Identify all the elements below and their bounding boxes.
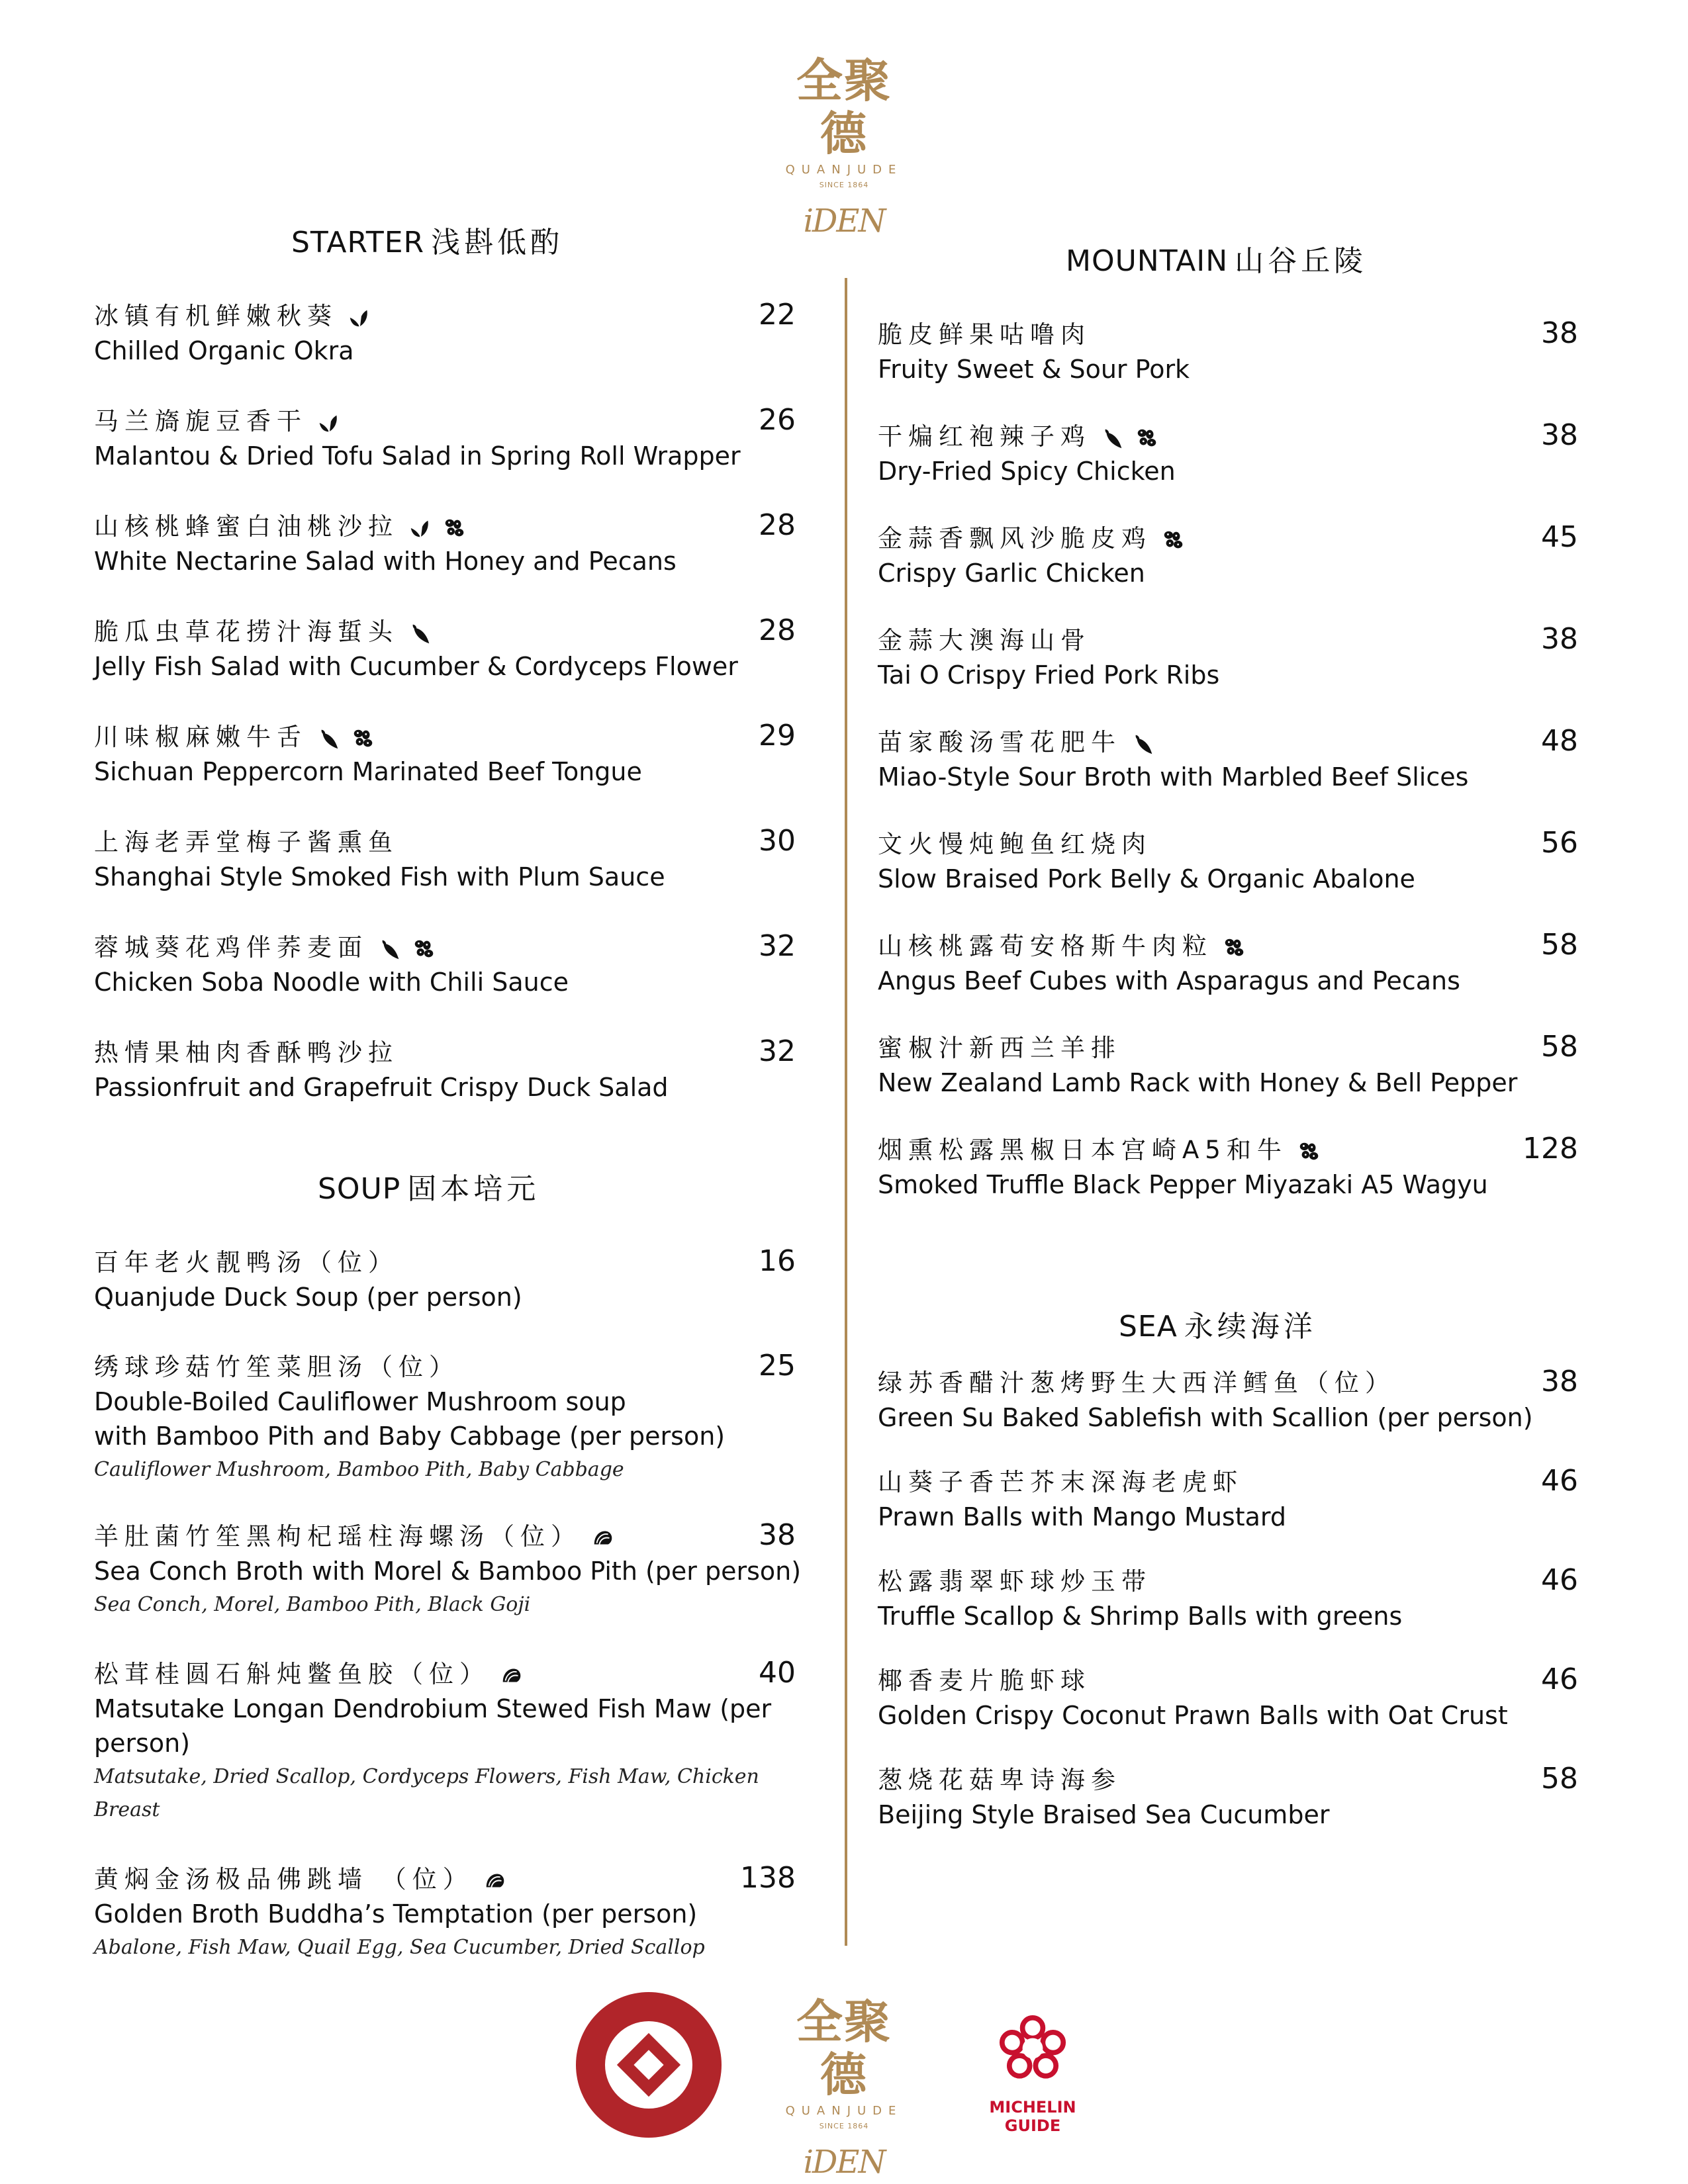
- menu-item: [878, 1133, 1488, 1202]
- chili-icon: [377, 936, 402, 962]
- dish-name-en: Angus Beef Cubes with Asparagus and Pecans: [878, 966, 1460, 995]
- dish-name-en: Crispy Garlic Chicken: [878, 559, 1145, 588]
- dish-ingredients: Cauliflower Mushroom, Bamboo Pith, Baby Cabbage: [94, 1458, 624, 1481]
- dish-price: 46: [1541, 1464, 1578, 1498]
- vegetarian-icon: [347, 305, 372, 330]
- menu-item: [878, 623, 1219, 692]
- dish-name-cn: 山核桃蜂蜜白油桃沙拉: [94, 510, 677, 544]
- brand-since: SINCE 1864: [819, 2122, 869, 2130]
- dish-price: 29: [759, 719, 796, 752]
- chili-icon: [316, 726, 342, 751]
- dish-price: 46: [1541, 1662, 1578, 1696]
- dish-name-cn: 绣球珍菇竹笙菜胆汤（位）: [94, 1353, 459, 1381]
- menu-item: [878, 1664, 1508, 1733]
- dish-name-en: person): [94, 1729, 191, 1758]
- dish-name-en: Slow Braised Pork Belly & Organic Abalone: [878, 864, 1415, 893]
- dish-name-en: Fruity Sweet & Sour Pork: [878, 355, 1190, 384]
- dish-name-cn: 金蒜大澳海山骨: [878, 626, 1091, 655]
- menu-item: [878, 522, 1186, 590]
- dish-name-cn: 干煸红袍辣子鸡: [878, 420, 1176, 454]
- brand-name-en: QUANJUDE: [785, 163, 903, 177]
- dish-name-cn: 椰香麦片脆虾球: [878, 1666, 1091, 1695]
- dish-name-cn: 蜜椒汁新西兰羊排: [878, 1034, 1121, 1062]
- dish-name-cn: 烟熏松露黑椒日本宫崎A5和牛: [878, 1133, 1488, 1167]
- dish-name-cn: 百年老火靓鸭汤（位）: [94, 1248, 399, 1277]
- brand-sub: iDEN: [803, 203, 885, 240]
- shellfish-icon: [483, 1868, 508, 1893]
- michelin-logo: [960, 2012, 1105, 2135]
- menu-item: [94, 1036, 669, 1105]
- brand-logo-bottom: [778, 1995, 910, 2181]
- section-title-cn: 山谷丘陵: [1235, 244, 1368, 278]
- dish-name-cn: 黄焖金汤极品佛跳墙 （位）: [94, 1862, 705, 1897]
- menu-item: [878, 1465, 1286, 1534]
- dish-price: 58: [1541, 1762, 1578, 1796]
- dish-name-en: with Bamboo Pith and Baby Cabbage (per person): [94, 1422, 726, 1451]
- dish-name-en: Beijing Style Braised Sea Cucumber: [878, 1800, 1330, 1829]
- chili-icon: [408, 621, 433, 646]
- heritage-seal-icon: [576, 1992, 722, 2138]
- menu-item: [94, 1657, 771, 1827]
- nut-icon: [1222, 935, 1247, 960]
- menu-item: [94, 1350, 725, 1486]
- section-title-cn: 永续海洋: [1184, 1310, 1317, 1343]
- dish-price: 58: [1541, 1030, 1578, 1064]
- section-title-cn: 浅斟低酌: [431, 226, 564, 259]
- menu-item: [94, 720, 642, 789]
- dish-price: 38: [1541, 622, 1578, 656]
- section-title-mountain: [1066, 237, 1367, 279]
- dish-price: 38: [1541, 418, 1578, 452]
- dish-price: 38: [759, 1518, 796, 1552]
- dish-name-cn: 冰镇有机鲜嫩秋葵: [94, 299, 372, 334]
- dish-price: 30: [759, 824, 796, 858]
- dish-name-cn: 葱烧花菇卑诗海参: [878, 1766, 1121, 1794]
- dish-price: 28: [759, 614, 796, 647]
- dish-price: 16: [759, 1244, 796, 1278]
- michelin-star-icon: [996, 2012, 1069, 2085]
- dish-name-cn: 松茸桂圆石斛炖鳖鱼胶（位）: [94, 1657, 771, 1692]
- menu-item: [878, 1366, 1533, 1435]
- menu-item: [94, 510, 677, 578]
- section-title-starter: [291, 218, 563, 261]
- dish-name-cn: 马兰旖旎豆香干: [94, 404, 741, 439]
- dish-name-cn: 绿苏香醋汁葱烤野生大西洋鳕鱼（位）: [878, 1369, 1395, 1397]
- menu-item: [878, 725, 1468, 794]
- menu-item: [94, 1520, 801, 1621]
- michelin-label: MICHELIN GUIDE: [989, 2098, 1076, 2135]
- dish-name-cn: 苗家酸汤雪花肥牛: [878, 725, 1468, 760]
- dish-name-en: Golden Broth Buddha’s Temptation (per person): [94, 1899, 698, 1929]
- menu-item: [878, 929, 1460, 998]
- dish-name-cn: 文火慢炖鲍鱼红烧肉: [878, 830, 1152, 858]
- dish-price: 32: [759, 929, 796, 963]
- brand-name-cn: 全聚德: [796, 1994, 892, 2102]
- dish-price: 45: [1541, 520, 1578, 554]
- brand-since: SINCE 1864: [819, 181, 869, 189]
- dish-name-cn: 金蒜香飘风沙脆皮鸡: [878, 522, 1186, 556]
- dish-name-cn: 山核桃露荀安格斯牛肉粒: [878, 929, 1460, 964]
- nut-icon: [351, 726, 376, 751]
- dish-name-en: Jelly Fish Salad with Cucumber & Cordyceps Flower: [94, 652, 738, 681]
- brand-logo-top: [778, 54, 910, 240]
- dish-price: 58: [1541, 928, 1578, 962]
- dish-name-en: Prawn Balls with Mango Mustard: [878, 1502, 1286, 1531]
- dish-ingredients: Matsutake, Dried Scallop, Cordyceps Flowers, Fish Maw, Chicken: [94, 1765, 759, 1788]
- dish-ingredients: Sea Conch, Morel, Bamboo Pith, Black Goji: [94, 1593, 531, 1616]
- dish-price: 26: [759, 403, 796, 437]
- section-title-soup: [318, 1165, 539, 1207]
- dish-price: 46: [1541, 1563, 1578, 1597]
- menu-item: [878, 318, 1190, 387]
- nut-icon: [412, 936, 437, 962]
- shellfish-icon: [499, 1663, 524, 1688]
- dish-name-cn: 山葵子香芒芥末深海老虎虾: [878, 1468, 1243, 1496]
- menu-item: [878, 1565, 1402, 1633]
- section-title-en: SEA: [1119, 1310, 1178, 1343]
- dish-price: 22: [759, 298, 796, 332]
- dish-name-en: Green Su Baked Sablefish with Scallion (per person): [878, 1403, 1533, 1432]
- nut-icon: [1135, 426, 1160, 451]
- dish-price: 32: [759, 1034, 796, 1068]
- dish-name-cn: 上海老弄堂梅子酱熏鱼: [94, 828, 399, 856]
- dish-price: 38: [1541, 316, 1578, 350]
- menu-item: [878, 420, 1176, 488]
- footer-logos: [0, 1992, 1688, 2181]
- dish-name-en: Quanjude Duck Soup (per person): [94, 1283, 522, 1312]
- dish-name-cn: 脆瓜虫草花捞汁海蜇头: [94, 615, 738, 649]
- dish-name-en: Truffle Scallop & Shrimp Balls with greens: [878, 1602, 1403, 1631]
- dish-name-en: Chicken Soba Noodle with Chili Sauce: [94, 968, 569, 997]
- section-title-en: SOUP: [318, 1172, 401, 1206]
- dish-name-en: Double-Boiled Cauliflower Mushroom soup: [94, 1387, 626, 1416]
- dish-price: 56: [1541, 826, 1578, 860]
- menu-item: [94, 299, 372, 368]
- nut-icon: [442, 516, 467, 541]
- dish-price: 138: [740, 1861, 796, 1895]
- brand-sub: iDEN: [803, 2144, 885, 2181]
- column-divider: [845, 278, 847, 1946]
- nut-icon: [1161, 527, 1186, 553]
- nut-icon: [1297, 1139, 1322, 1164]
- menu-item: [94, 404, 741, 473]
- vegetarian-icon: [408, 516, 433, 541]
- section-title-en: MOUNTAIN: [1066, 244, 1229, 278]
- chili-icon: [1100, 426, 1125, 451]
- menu-item: [94, 1862, 705, 1964]
- vegetarian-icon: [316, 410, 342, 435]
- dish-name-en: Passionfruit and Grapefruit Crispy Duck Salad: [94, 1073, 669, 1102]
- section-title-en: STARTER: [291, 226, 425, 259]
- dish-price: 48: [1541, 724, 1578, 758]
- menu-item: [94, 615, 738, 684]
- dish-name-cn: 热情果柚肉香酥鸭沙拉: [94, 1038, 399, 1067]
- dish-price: 38: [1541, 1365, 1578, 1398]
- section-title-cn: 固本培元: [407, 1172, 540, 1206]
- dish-name-en: Sichuan Peppercorn Marinated Beef Tongue: [94, 757, 642, 786]
- brand-name-cn: 全聚德: [796, 53, 892, 161]
- dish-name-en: Chilled Organic Okra: [94, 336, 354, 365]
- dish-name-en: Tai O Crispy Fried Pork Ribs: [878, 660, 1220, 690]
- dish-name-cn: 松露翡翠虾球炒玉带: [878, 1567, 1152, 1596]
- dish-name-en: Golden Crispy Coconut Prawn Balls with Oat Crust: [878, 1701, 1508, 1730]
- dish-name-en: Malantou & Dried Tofu Salad in Spring Roll Wrapper: [94, 441, 741, 471]
- dish-name-cn: 川味椒麻嫩牛舌: [94, 720, 642, 754]
- menu-item: [94, 1246, 522, 1314]
- dish-price: 28: [759, 508, 796, 542]
- shellfish-icon: [590, 1525, 616, 1551]
- dish-name-en: New Zealand Lamb Rack with Honey & Bell Pepper: [878, 1068, 1518, 1097]
- dish-name-en: Sea Conch Broth with Morel & Bamboo Pith (per person): [94, 1557, 802, 1586]
- dish-name-cn: 脆皮鲜果咕噜肉: [878, 320, 1091, 349]
- menu-item: [94, 931, 569, 999]
- menu-item: [878, 1031, 1517, 1100]
- dish-price: 128: [1523, 1132, 1578, 1165]
- menu-item: [878, 827, 1415, 896]
- dish-name-en: Shanghai Style Smoked Fish with Plum Sauce: [94, 862, 665, 891]
- dish-price: 25: [759, 1349, 796, 1383]
- dish-name-en: White Nectarine Salad with Honey and Pecans: [94, 547, 677, 576]
- dish-name-cn: 蓉城葵花鸡伴荞麦面: [94, 931, 569, 965]
- chili-icon: [1131, 731, 1156, 756]
- dish-name-en: Miao-Style Sour Broth with Marbled Beef Slices: [878, 762, 1469, 792]
- brand-name-en: QUANJUDE: [785, 2104, 903, 2118]
- dish-name-en: Matsutake Longan Dendrobium Stewed Fish Maw (per: [94, 1694, 772, 1723]
- dish-ingredients: Breast: [94, 1798, 160, 1821]
- dish-ingredients: Abalone, Fish Maw, Quail Egg, Sea Cucumber, Dried Scallop: [94, 1936, 705, 1959]
- menu-item: [878, 1763, 1329, 1832]
- section-title-sea: [1119, 1302, 1317, 1345]
- dish-name-en: Smoked Truffle Black Pepper Miyazaki A5 Wagyu: [878, 1170, 1488, 1199]
- dish-name-cn: 羊肚菌竹笙黑枸杞瑶柱海螺汤（位）: [94, 1520, 801, 1554]
- dish-price: 40: [759, 1656, 796, 1690]
- menu-item: [94, 825, 665, 894]
- dish-name-en: Dry-Fried Spicy Chicken: [878, 457, 1176, 486]
